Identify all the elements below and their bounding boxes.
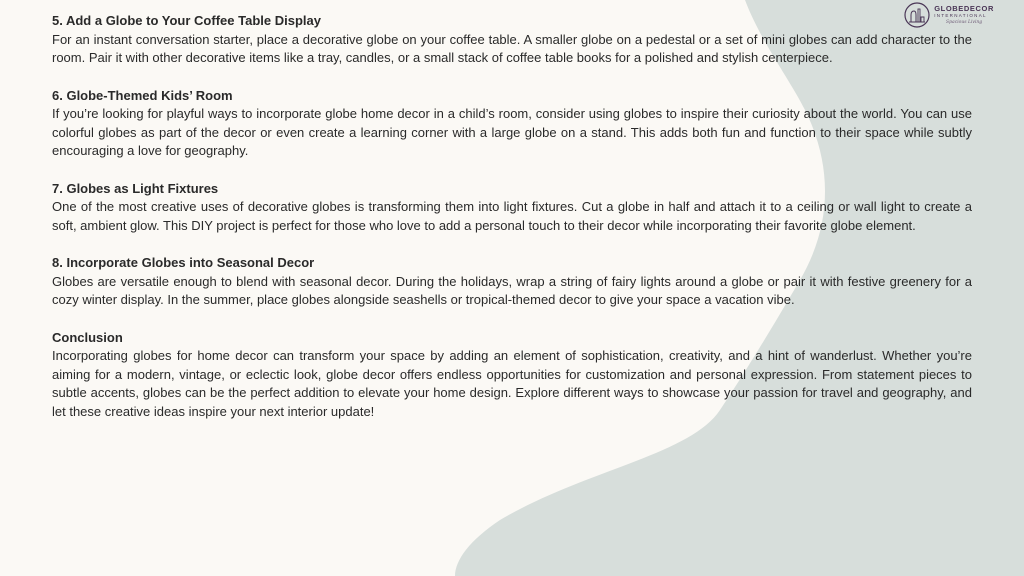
section-heading: 5. Add a Globe to Your Coffee Table Display xyxy=(52,13,321,28)
article-content xyxy=(52,12,972,421)
section-heading: 8. Incorporate Globes into Seasonal Decor xyxy=(52,255,315,270)
logo-name: GLOBEDECOR xyxy=(934,3,994,13)
conclusion xyxy=(52,329,972,422)
section-seasonal-decor xyxy=(52,254,972,310)
conclusion-heading: Conclusion xyxy=(52,329,123,345)
section-light-fixtures xyxy=(52,180,972,236)
section-body: If you’re looking for playful ways to incorporate globe home decor in a child’s room, consider using globes to inspire their curiosity about the world. You can use colorful globes as part of the decor or even create a learning corner with a large globe on a stand. This adds both fun and function to their space while subtly encouraging a love for geography. xyxy=(52,106,972,158)
section-body: One of the most creative uses of decorative globes is transforming them into light fixtures. Cut a globe in half and attach it to a ceiling or wall light to create a soft, ambient glow. This DIY project is perfect for those who love to add a personal touch to their decor while incorporating their favorite globe element. xyxy=(52,199,972,233)
section-heading: 7. Globes as Light Fixtures xyxy=(52,180,219,196)
section-body: Globes are versatile enough to blend with seasonal decor. During the holidays, wrap a string of fairy lights around a globe or pair it with festive greenery for a cozy winter display. In the summer, place globes alongside seashells or tropical-themed decor to give your space a vacation vibe. xyxy=(52,273,972,307)
section-kids-room xyxy=(52,87,972,161)
section-coffee-table xyxy=(52,12,972,68)
section-body: For an instant conversation starter, place a decorative globe on your coffee table. A smaller globe on a pedestal or a set of mini globes can add character to the room. Pair it with other decorative items like a tray, candles, or a small stack of coffee table books for a polished and stylish centerpiece. xyxy=(52,31,972,65)
section-heading: 6. Globe-Themed Kids’ Room xyxy=(52,87,233,103)
logo-tagline: Spacious Living xyxy=(946,19,983,25)
brand-logo[interactable] xyxy=(904,2,994,28)
logo-emblem-icon xyxy=(904,2,930,28)
conclusion-body: Incorporating globes for home decor can transform your space by adding an element of sophistication, creativity, and a hint of wanderlust. Whether you’re aiming for a modern, vintage, or eclectic look, globe decor offers endless opportunities for customization and personal expression. From statement pieces to subtle accents, globes can be the perfect addition to elevate your home design. Explore different ways to showcase your passion for travel and geography, and let these creative ideas inspire your next interior update! xyxy=(52,348,972,419)
logo-subtitle: INTERNATIONAL xyxy=(934,13,987,19)
